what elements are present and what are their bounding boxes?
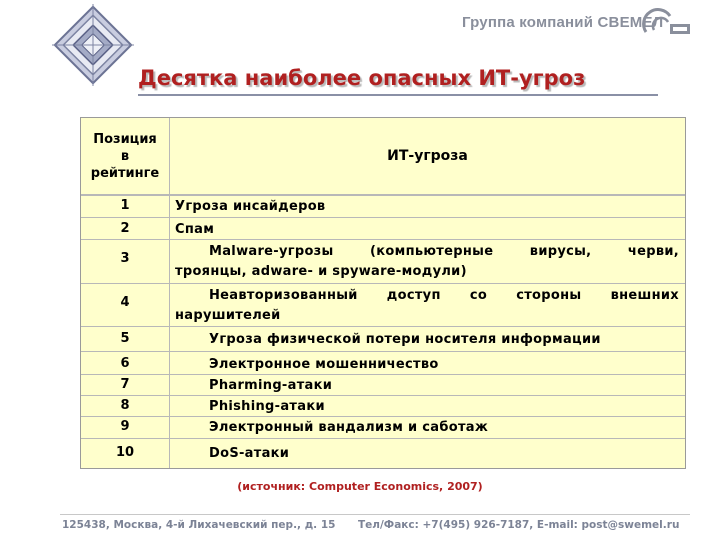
footer-contacts: Тел/Факс: +7(495) 926-7187, E-mail: post@swemel.ru (358, 519, 680, 531)
threat-cell-continued: троянцы, adware- и spyware-модули) (175, 264, 467, 279)
rank-cell: 4 (120, 295, 130, 310)
rank-cell: 3 (120, 251, 130, 266)
rank-cell: 10 (115, 445, 135, 460)
threat-cell-continued: нарушителей (175, 308, 281, 323)
rank-cell: 6 (120, 356, 130, 371)
company-name: Группа компаний СВЕМЕЛ (462, 14, 664, 31)
rank-cell: 2 (120, 221, 130, 236)
company-mark-icon (640, 6, 692, 38)
column-header-rank: Позиция в рейтинге (81, 118, 170, 194)
threat-cell: Угроза физической потери носителя информации (209, 332, 601, 347)
threats-table (80, 117, 686, 469)
threat-cell: Pharming-атаки (209, 378, 333, 393)
threat-cell: Угроза инсайдеров (175, 199, 326, 214)
rank-cell: 1 (120, 198, 130, 213)
rank-cell: 5 (120, 331, 130, 346)
threat-cell: DoS-атаки (209, 446, 290, 461)
row-divider (81, 326, 685, 327)
threat-cell: Неавторизованный доступ со стороны внешних (209, 288, 679, 303)
row-divider (81, 239, 685, 240)
row-divider (81, 438, 685, 439)
row-divider (81, 351, 685, 352)
threat-cell: Phishing-атаки (209, 399, 325, 414)
page-title: Десятка наиболее опасных ИТ-угроз (138, 66, 658, 96)
company-logo-icon (52, 4, 134, 86)
rank-cell: 9 (120, 419, 130, 434)
row-divider (81, 217, 685, 218)
footer-divider (60, 514, 690, 515)
threat-cell: Malware-угрозы (компьютерные вирусы, черви, (209, 244, 679, 259)
threat-cell: Электронное мошенничество (209, 357, 439, 372)
table-header (81, 118, 685, 196)
threat-cell: Электронный вандализм и саботаж (209, 420, 489, 435)
row-divider (81, 283, 685, 284)
rank-cell: 8 (120, 398, 130, 413)
column-header-threat: ИТ-угроза (387, 148, 468, 164)
footer-address: 125438, Москва, 4-й Лихачевский пер., д. 15 (62, 519, 336, 531)
source-note: (источник: Computer Economics, 2007) (237, 480, 483, 493)
threat-cell: Спам (175, 222, 215, 237)
rank-cell: 7 (120, 377, 130, 392)
column-divider (169, 196, 170, 468)
